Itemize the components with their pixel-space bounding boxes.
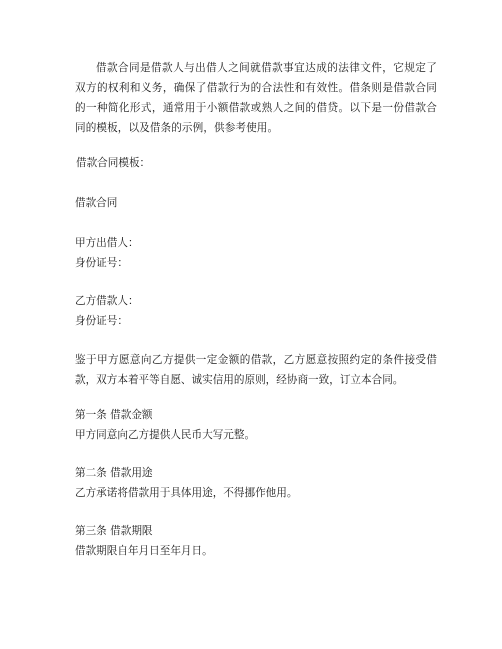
- preamble-paragraph: 鉴于甲方愿意向乙方提供一定金额的借款，乙方愿意按照约定的条件接受借款，双方本着平等自愿、诚实信用的原则，经协商一致，订立本合同。: [75, 354, 437, 386]
- borrower-label: 乙方借款人：: [75, 295, 139, 307]
- lender-id-label: 身份证号：: [75, 257, 128, 269]
- article-body: 借款期限自年月日至年月日。: [75, 545, 213, 557]
- article-title: 第二条 借款用途: [75, 467, 153, 479]
- borrower-id-label: 身份证号：: [75, 315, 128, 327]
- intro-paragraph: 借款合同是借款人与出借人之间就借款事宜达成的法律文件，它规定了双方的权利和义务，确保了借款行为的合法性和有效性。借条则是借款合同的一种简化形式，通常用于小额借款或熟人之间的借贷。以下是一份借款合同的模板，以及借条的示例，供参考使用。: [75, 62, 437, 134]
- template-heading: 借款合同模板：: [76, 157, 151, 169]
- lender-label: 甲方出借人：: [75, 237, 139, 249]
- article-title: 第三条 借款期限: [75, 525, 153, 537]
- article-body: 乙方承诺将借款用于具体用途，不得挪作他用。: [75, 487, 298, 499]
- article-title: 第一条 借款金额: [75, 409, 153, 421]
- article-body: 甲方同意向乙方提供人民币大写元整。: [75, 429, 256, 441]
- contract-title: 借款合同: [75, 197, 118, 209]
